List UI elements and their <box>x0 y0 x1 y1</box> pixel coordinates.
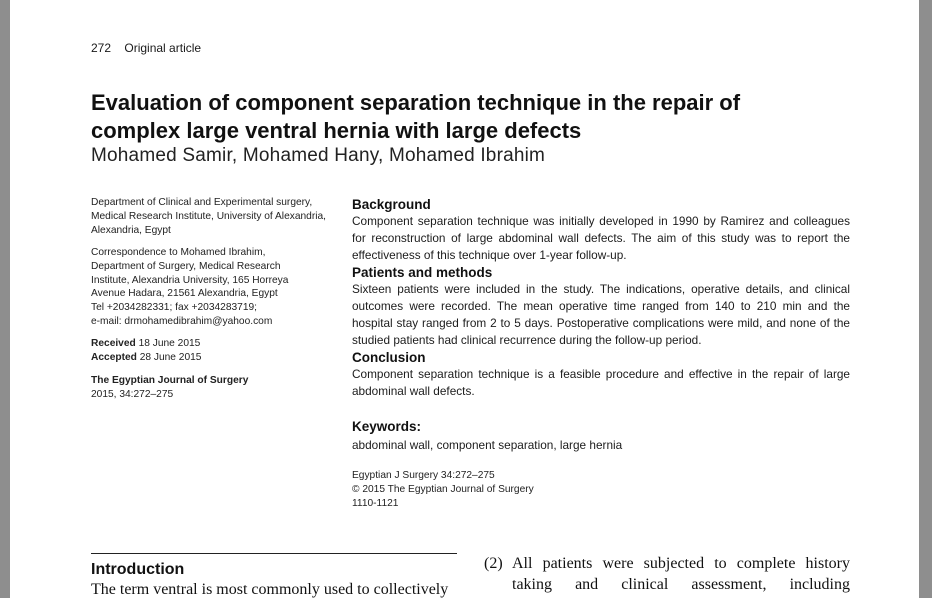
journal-reference <box>91 374 331 402</box>
accepted-label: Accepted <box>91 351 137 363</box>
article-dates <box>91 337 331 365</box>
correspondence-line: Avenue Hadara, 21561 Alexandria, Egypt <box>91 288 278 300</box>
citation-block <box>352 469 534 511</box>
document-page <box>10 0 919 598</box>
keywords-text: abdominal wall, component separation, large hernia <box>352 438 623 452</box>
conclusion-text: Component separation technique is a feasible procedure and effective in the repair of large abdominal wall defects. <box>352 367 850 398</box>
correspondence-line: Correspondence to Mohamed Ibrahim, <box>91 247 266 258</box>
viewer-margin-right <box>919 0 932 598</box>
viewer-margin-left <box>0 0 10 598</box>
running-head <box>91 41 201 55</box>
journal-abbreviation: Egyptian J Surgery 34:272–275 <box>352 470 495 481</box>
correspondence-line: Tel +2034282331; fax +2034283719; <box>91 302 257 314</box>
journal-name: The Egyptian Journal of Surgery <box>91 375 249 386</box>
received-date: 18 June 2015 <box>138 338 201 349</box>
patients-methods-heading: Patients and methods <box>352 265 493 280</box>
conclusion-heading: Conclusion <box>352 350 426 365</box>
affiliation-department: Department of Clinical and Experimental surgery, Medical Research Institute, University of Alexandria, Alexandria, Egypt <box>91 197 326 236</box>
introduction-heading: Introduction <box>91 561 185 578</box>
correspondence-line: Institute, Alexandria University, 165 Horreya <box>91 274 289 286</box>
author-list: Mohamed Samir, Mohamed Hany, Mohamed Ibrahim <box>91 145 546 166</box>
list-item-text: All patients were subjected to complete history <box>512 555 850 572</box>
received-date-row <box>91 337 331 351</box>
keywords-heading: Keywords: <box>352 419 422 434</box>
correspondence-line: Department of Surgery, Medical Research <box>91 260 281 272</box>
accepted-date-row <box>91 351 331 365</box>
page-number: 272 <box>91 41 112 55</box>
article-title: Evaluation of component separation technique in the repair of complex large ventral hernia with large defects <box>91 90 741 143</box>
article-type: Original article <box>124 41 202 55</box>
list-item-text-continued: taking and clinical assessment, including <box>512 576 850 593</box>
correspondence-block <box>91 246 331 329</box>
section-divider <box>91 553 457 554</box>
issn: 1110-1121 <box>352 498 399 509</box>
list-item-number: (2) <box>484 555 503 572</box>
background-text: Component separation technique was initially developed in 1990 by Ramirez and colleagues for reconstruction of large abdominal wall defects. The aim of this study was to report the effectiveness of this technique over 1-year follow-up. <box>352 214 850 262</box>
background-heading: Background <box>352 197 431 212</box>
accepted-date: 28 June 2015 <box>139 351 202 363</box>
abstract <box>352 196 850 400</box>
introduction-text: The term ventral is most commonly used to collectively <box>91 581 449 598</box>
copyright-line: © 2015 The Egyptian Journal of Surgery <box>352 484 534 495</box>
correspondence-email: e-mail: drmohamedibrahim@yahoo.com <box>91 315 273 327</box>
patients-methods-text: Sixteen patients were included in the study. The indications, operative details, and clinical outcomes were recorded. The mean operative time ranged from 140 to 210 min and the hospital stay ranged from 2 to 5 days. Postoperative complications were mild, and none of the studied patients had clinical recurrence during the follow-up period. <box>352 282 850 347</box>
received-label: Received <box>91 338 136 349</box>
journal-volume: 2015, 34:272–275 <box>91 388 174 400</box>
